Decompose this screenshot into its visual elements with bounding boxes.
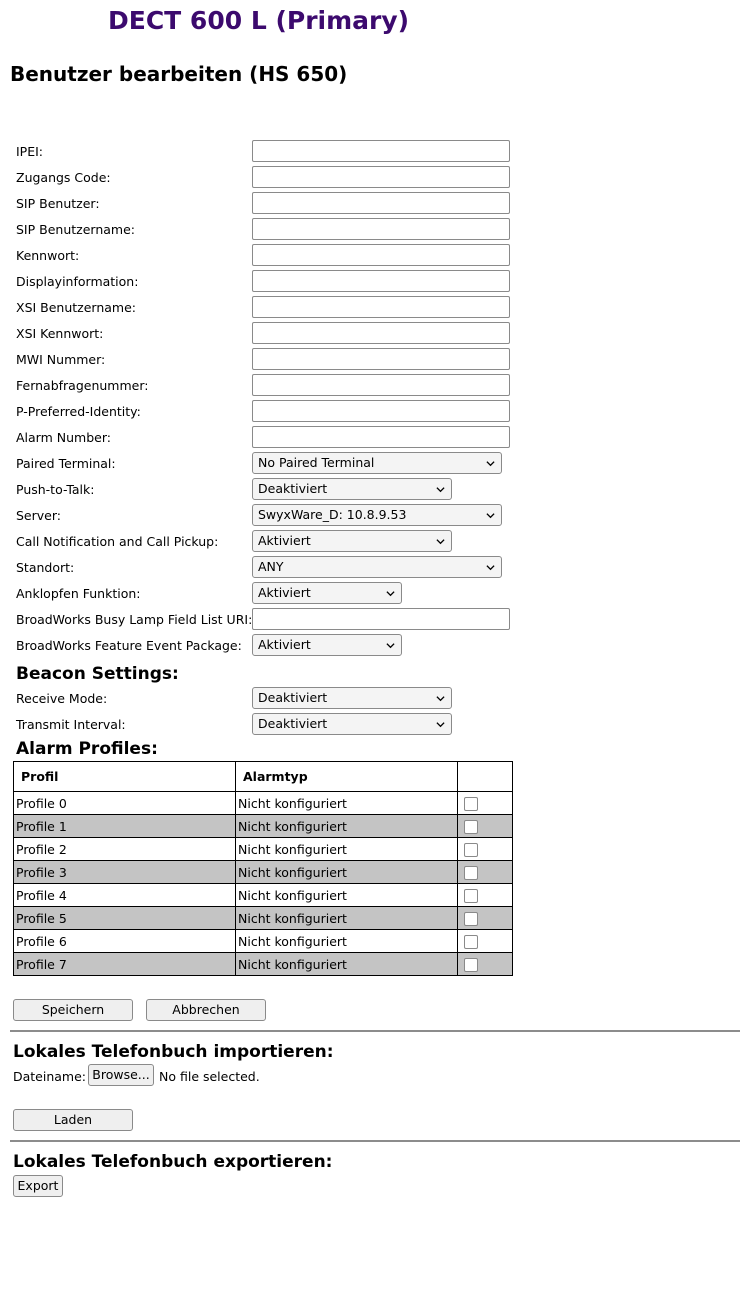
alarm-type-cell: Nicht konfiguriert [236,815,458,838]
xsi-password-label: XSI Kennwort: [16,326,104,341]
alarm-number-input[interactable] [252,426,510,448]
transmit-interval-value: Deaktiviert [258,716,328,731]
blf-uri-input[interactable] [252,608,510,630]
alarm-type-cell: Nicht konfiguriert [236,792,458,815]
profile-checkbox[interactable] [464,843,478,857]
transmit-interval-label: Transmit Interval: [16,717,126,732]
xsi-password-input[interactable] [252,322,510,344]
chevron-down-icon [436,720,445,729]
table-row [14,838,513,861]
blf-uri-label: BroadWorks Busy Lamp Field List URI: [16,612,253,627]
beacon-settings-heading: Beacon Settings: [16,664,179,684]
device-title: DECT 600 L (Primary) [108,6,410,35]
receive-mode-select[interactable] [252,687,452,709]
location-value: ANY [258,559,284,574]
chevron-down-icon [386,589,395,598]
receive-mode-label: Receive Mode: [16,691,108,706]
select-cell [458,861,513,884]
server-select[interactable] [252,504,502,526]
select-cell [458,930,513,953]
select-cell [458,838,513,861]
remote-query-input[interactable] [252,374,510,396]
chevron-down-icon [486,563,495,572]
select-cell [458,953,513,976]
call-waiting-value: Aktiviert [258,585,311,600]
alarm-type-cell: Nicht konfiguriert [236,953,458,976]
cancel-button[interactable]: Abbrechen [146,999,266,1021]
paired-terminal-select[interactable] [252,452,502,474]
push-to-talk-label: Push-to-Talk: [16,482,95,497]
profile-checkbox[interactable] [464,797,478,811]
password-label: Kennwort: [16,248,80,263]
profile-cell: Profile 5 [14,907,236,930]
profile-checkbox[interactable] [464,912,478,926]
profile-checkbox[interactable] [464,820,478,834]
table-row [14,815,513,838]
column-header-alarm-type: Alarmtyp [236,762,458,792]
save-button[interactable]: Speichern [13,999,133,1021]
divider [10,1140,740,1142]
display-info-input[interactable] [252,270,510,292]
chevron-down-icon [486,511,495,520]
table-row [14,884,513,907]
export-button[interactable]: Export [13,1175,63,1197]
password-input[interactable] [252,244,510,266]
display-info-label: Displayinformation: [16,274,139,289]
load-button[interactable]: Laden [13,1109,133,1131]
no-file-selected-text: No file selected. [159,1069,260,1084]
chevron-down-icon [436,694,445,703]
location-label: Standort: [16,560,75,575]
table-row [14,792,513,815]
paired-terminal-label: Paired Terminal: [16,456,116,471]
divider [10,1030,740,1032]
sip-user-label: SIP Benutzer: [16,196,100,211]
table-header-row [14,762,513,792]
call-waiting-select[interactable] [252,582,402,604]
server-value: SwyxWare_D: 10.8.9.53 [258,507,407,522]
transmit-interval-select[interactable] [252,713,452,735]
profile-cell: Profile 1 [14,815,236,838]
select-cell [458,907,513,930]
access-code-label: Zugangs Code: [16,170,111,185]
call-notification-value: Aktiviert [258,533,311,548]
table-row [14,861,513,884]
alarm-type-cell: Nicht konfiguriert [236,838,458,861]
select-cell [458,884,513,907]
call-waiting-label: Anklopfen Funktion: [16,586,141,601]
profile-cell: Profile 3 [14,861,236,884]
ppi-input[interactable] [252,400,510,422]
table-row [14,907,513,930]
server-label: Server: [16,508,61,523]
profile-checkbox[interactable] [464,866,478,880]
location-select[interactable] [252,556,502,578]
alarm-type-cell: Nicht konfiguriert [236,907,458,930]
profile-checkbox[interactable] [464,958,478,972]
alarm-type-cell: Nicht konfiguriert [236,930,458,953]
profile-cell: Profile 7 [14,953,236,976]
xsi-username-label: XSI Benutzername: [16,300,137,315]
feature-event-label: BroadWorks Feature Event Package: [16,638,242,653]
profile-cell: Profile 0 [14,792,236,815]
sip-user-input[interactable] [252,192,510,214]
call-notification-select[interactable] [252,530,452,552]
alarm-type-cell: Nicht konfiguriert [236,884,458,907]
column-header-select [458,762,513,792]
paired-terminal-value: No Paired Terminal [258,455,375,470]
chevron-down-icon [486,459,495,468]
chevron-down-icon [436,485,445,494]
ppi-label: P-Preferred-Identity: [16,404,141,419]
alarm-number-label: Alarm Number: [16,430,111,445]
profile-checkbox[interactable] [464,889,478,903]
table-row [14,930,513,953]
alarm-type-cell: Nicht konfiguriert [236,861,458,884]
alarm-profiles-heading: Alarm Profiles: [16,739,158,759]
feature-event-select[interactable] [252,634,402,656]
profile-cell: Profile 6 [14,930,236,953]
chevron-down-icon [386,641,395,650]
access-code-input[interactable] [252,166,510,188]
file-name-label: Dateiname: [13,1069,87,1084]
mwi-number-input[interactable] [252,348,510,370]
push-to-talk-select[interactable] [252,478,452,500]
browse-button[interactable]: Browse... [88,1064,154,1086]
remote-query-label: Fernabfragenummer: [16,378,149,393]
chevron-down-icon [436,537,445,546]
ipei-label: IPEI: [16,144,44,159]
call-notification-label: Call Notification and Call Pickup: [16,534,219,549]
select-cell [458,792,513,815]
sip-username-label: SIP Benutzername: [16,222,135,237]
export-phonebook-heading: Lokales Telefonbuch exportieren: [13,1152,333,1172]
select-cell [458,815,513,838]
profile-checkbox[interactable] [464,935,478,949]
page-heading: Benutzer bearbeiten (HS 650) [10,62,348,86]
column-header-profile: Profil [14,762,236,792]
receive-mode-value: Deaktiviert [258,690,328,705]
sip-username-input[interactable] [252,218,510,240]
table-row [14,953,513,976]
mwi-number-label: MWI Nummer: [16,352,106,367]
xsi-username-input[interactable] [252,296,510,318]
push-to-talk-value: Deaktiviert [258,481,328,496]
profile-cell: Profile 2 [14,838,236,861]
import-phonebook-heading: Lokales Telefonbuch importieren: [13,1042,334,1062]
ipei-input[interactable] [252,140,510,162]
feature-event-value: Aktiviert [258,637,311,652]
alarm-profiles-table [13,761,513,976]
profile-cell: Profile 4 [14,884,236,907]
